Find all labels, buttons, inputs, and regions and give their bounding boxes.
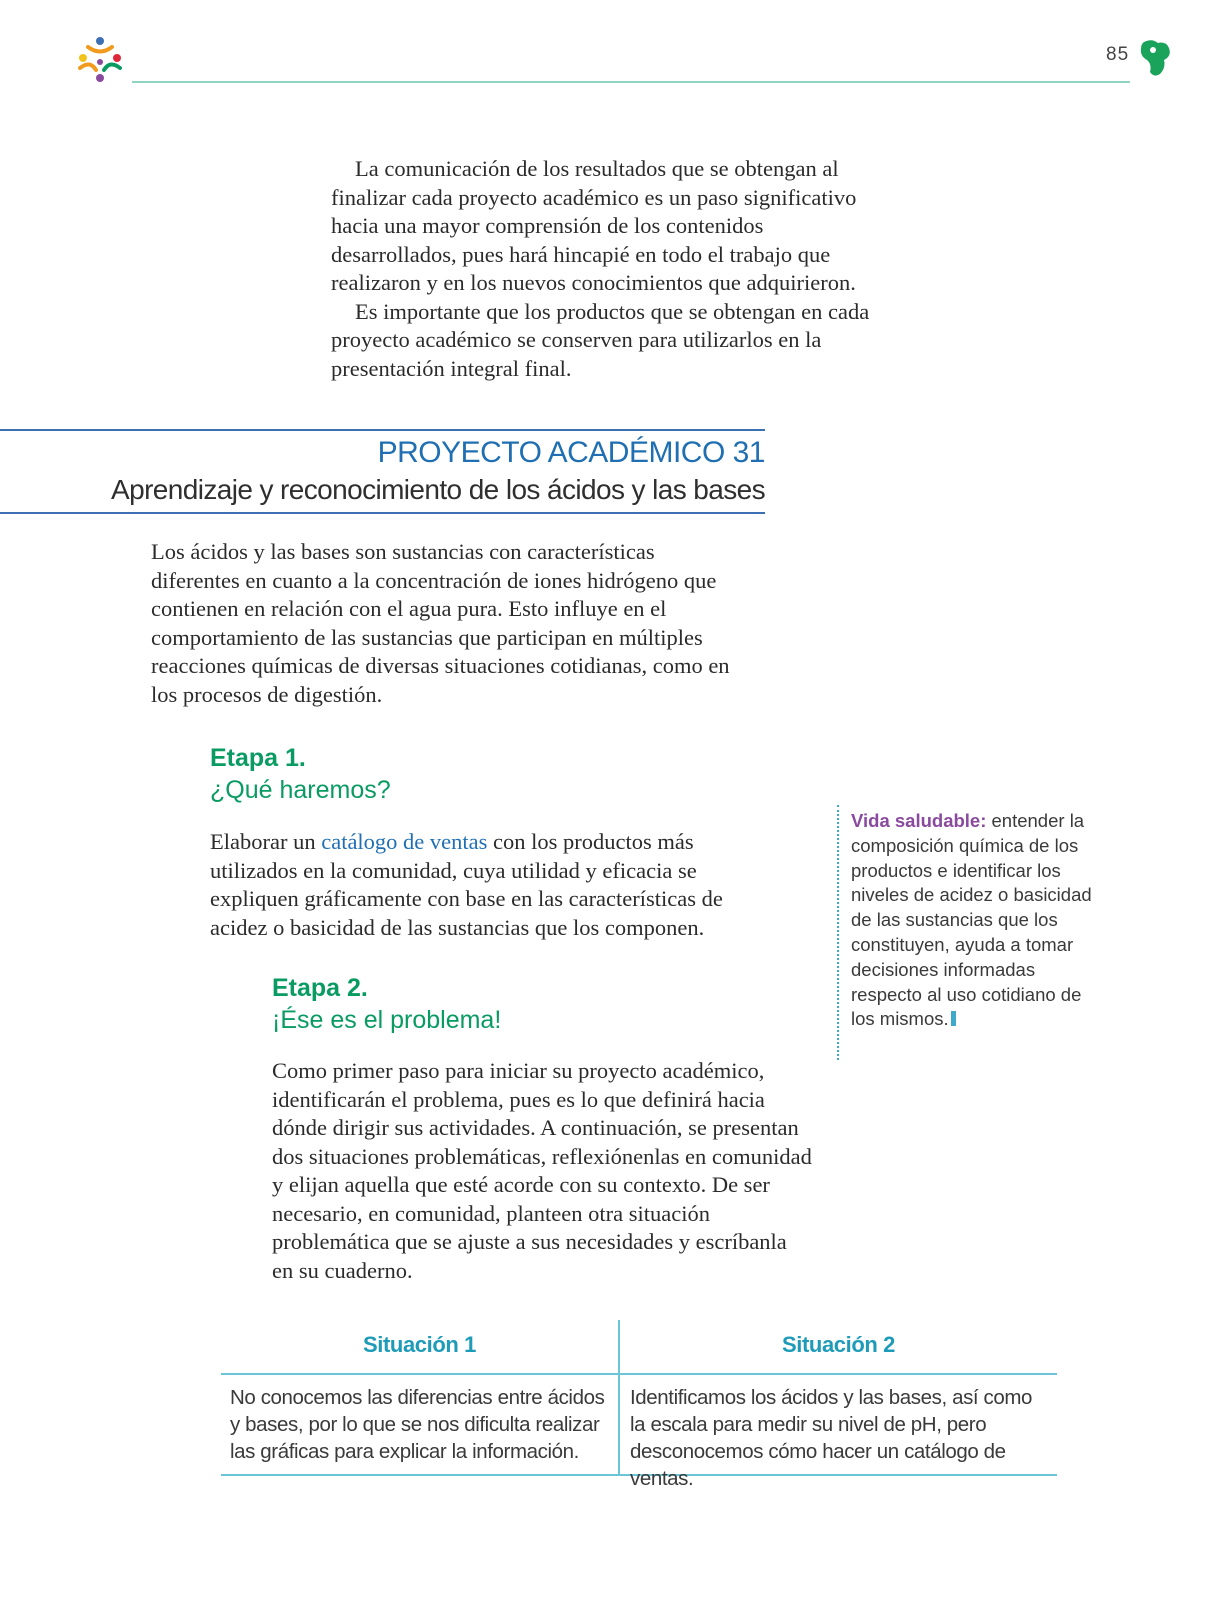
intro-paragraph-2: Es importante que los productos que se obtengan en cada proyecto académico se conserven para utilizarlos en la presentación integral final. bbox=[331, 298, 870, 381]
colorful-figures-logo-icon bbox=[74, 34, 126, 86]
situation-2-heading: Situación 2 bbox=[782, 1332, 895, 1357]
table-header-rule bbox=[221, 1373, 1057, 1375]
stage-1-text-end: con los productos más utilizados en la comunidad, cuya utilidad y eficacia se expliquen gráficamente con base en las características de acidez o basicidad de las sustancias que los componen. bbox=[210, 829, 723, 940]
stage-1-title: ¿Qué haremos? bbox=[210, 776, 391, 804]
sidenote bbox=[851, 809, 1101, 1032]
project-heading-rule-top bbox=[0, 429, 765, 431]
header-rule bbox=[132, 81, 1130, 83]
project-subtitle: Aprendizaje y reconocimiento de los ácidos y las bases bbox=[111, 474, 765, 505]
stage-1-text bbox=[210, 828, 750, 942]
sidenote-label: Vida saludable: bbox=[851, 810, 987, 831]
situation-2-text: Identificamos los ácidos y las bases, así como la escala para medir su nivel de pH, pero desconocemos cómo hacer un catálogo de ventas. bbox=[630, 1386, 1033, 1490]
stage-1-label: Etapa 1. bbox=[210, 744, 306, 772]
intro-paragraph-1: La comunicación de los resultados que se obtengan al finalizar cada proyecto académico es un paso significativo hacia una mayor comprensión de los contenidos desarrollados, pues hará hincapié en todo el trabajo que realizaron y en los nuevos conocimientos que adquirieron. bbox=[331, 156, 857, 295]
glossary-term-link[interactable]: catálogo de ventas bbox=[321, 829, 488, 854]
project-intro-text: Los ácidos y las bases son sustancias con características diferentes en cuanto a la concentración de iones hidrógeno que contienen en relación con el agua pura. Esto influye en el comportamiento de las sustancias que participan en múltiples reacciones químicas de diversas situaciones cotidianas, como en los procesos de digestión. bbox=[151, 539, 730, 707]
end-mark-icon bbox=[951, 1011, 956, 1026]
situation-1-text: No conocemos las diferencias entre ácidos y bases, por lo que se nos dificulta realizar las gráficas para explicar la información. bbox=[230, 1386, 605, 1463]
situation-1-heading: Situación 1 bbox=[363, 1332, 476, 1357]
project-heading-rule-bottom bbox=[0, 512, 765, 514]
stage-2-text: Como primer paso para iniciar su proyecto académico, identificarán el problema, pues es lo que definirá hacia dónde dirigir sus actividades. A continuación, se presentan dos situaciones problemáticas, reflexiónenlas en comunidad y elijan aquella que esté acorde con su contexto. De ser necesario, en comunidad, planteen otra situación problemática que se ajuste a sus necesidades y escríbanla en su cuaderno. bbox=[272, 1058, 812, 1283]
stage-2-title: ¡Ése es el problema! bbox=[272, 1006, 502, 1034]
page-number: 85 bbox=[1106, 44, 1130, 65]
stage-1-text-start: Elaborar un bbox=[210, 829, 322, 854]
sidenote-text: entender la composición química de los productos e identificar los niveles de acidez o basicidad de las sustancias que los constituyen, ayuda a tomar decisiones informadas respecto al uso cotidiano de los mismos. bbox=[851, 810, 1092, 1030]
stage-2-label: Etapa 2. bbox=[272, 974, 368, 1002]
project-title: PROYECTO ACADÉMICO 31 bbox=[377, 436, 765, 469]
situations-table bbox=[221, 1320, 1057, 1490]
intro-text bbox=[331, 155, 891, 383]
green-figure-icon bbox=[1138, 38, 1172, 78]
